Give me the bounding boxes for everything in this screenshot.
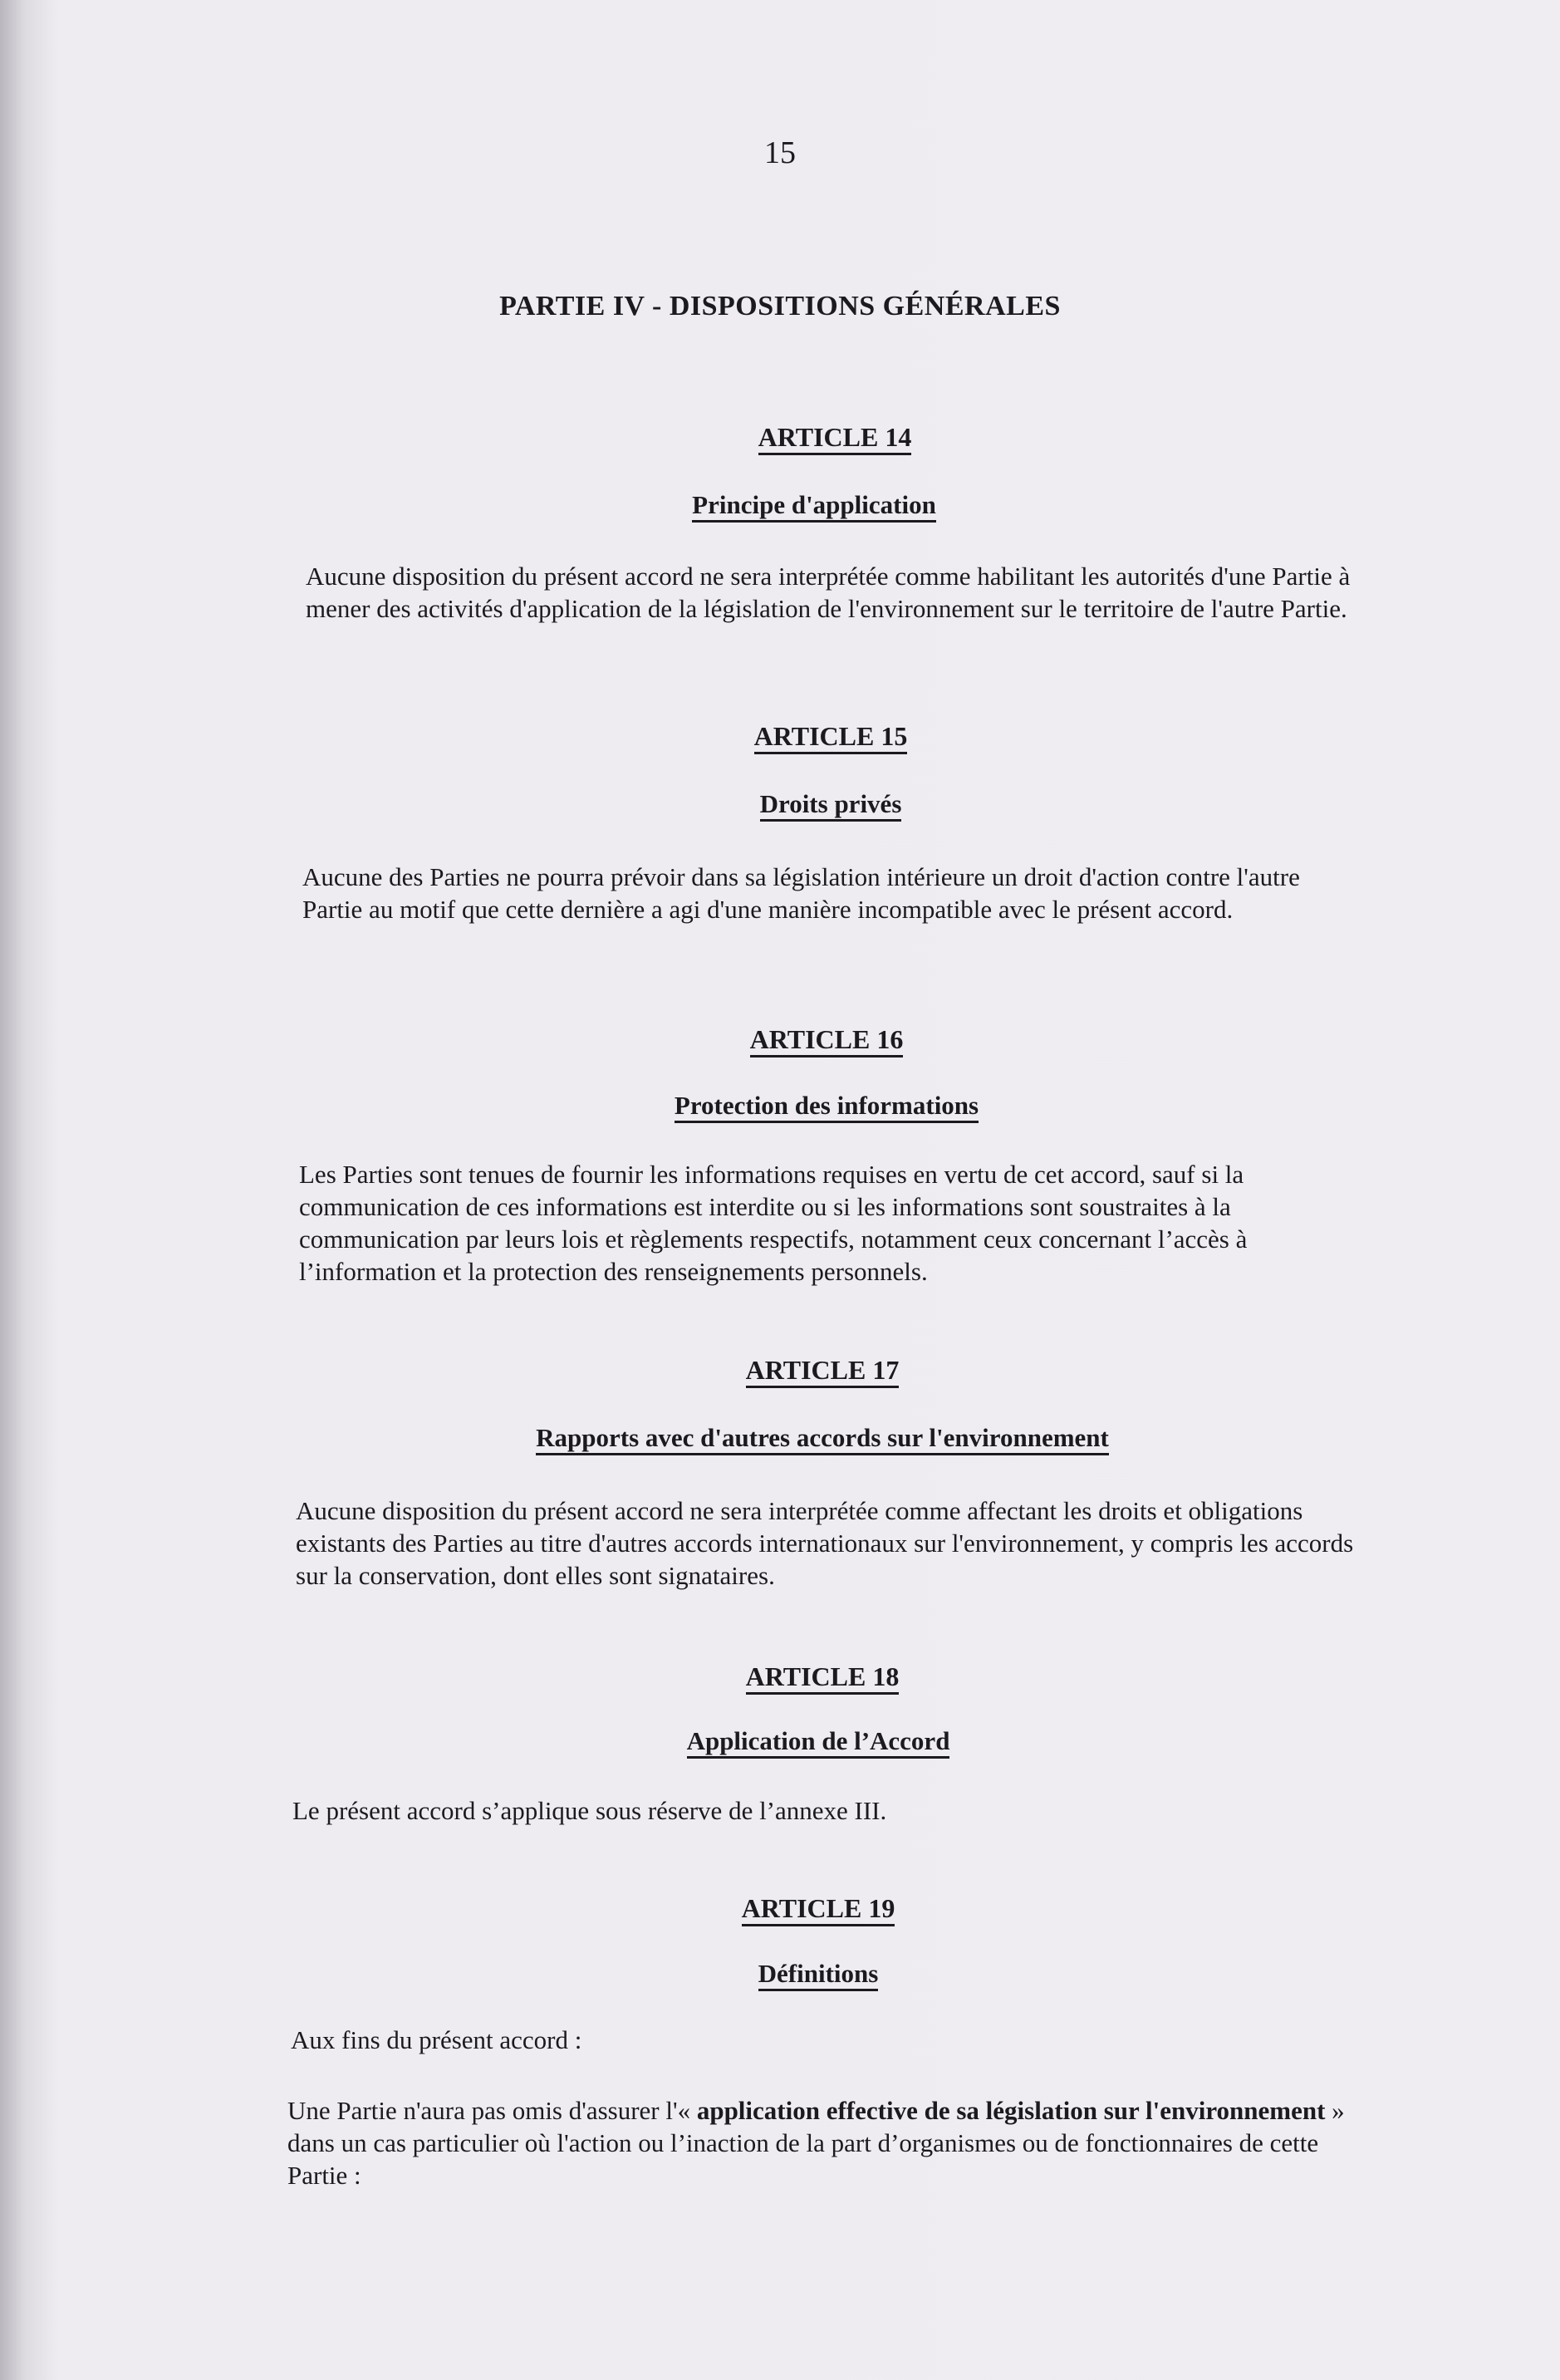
article-15-paragraph: Aucune des Parties ne pourra prévoir dans sa législation intérieure un droit d'action contre l'autre Partie au motif que cette dernière a agi d'une manière incompatible avec le présent accord. — [302, 862, 1300, 924]
article-19-intro: Aux fins du présent accord : — [291, 2025, 582, 2054]
article-14-title: Principe d'application — [399, 490, 1229, 520]
defined-term: application effective de sa législation sur l'environnement — [696, 2096, 1326, 2125]
article-18-paragraph: Le présent accord s’applique sous réserve de l’annexe III. — [292, 1796, 887, 1825]
article-14-paragraph: Aucune disposition du présent accord ne sera interprétée comme habilitant les autorités d'une Partie à mener des activités d'application de la législation de l'environnement sur le territoire de l'autre Partie. — [306, 562, 1351, 623]
article-17-number: ARTICLE 17 — [407, 1355, 1238, 1386]
article-17-paragraph: Aucune disposition du présent accord ne sera interprétée comme affectant les droits et obligations existants des Parties au titre d'autres accords internationaux sur l'environnement, y compris les accords sur la conservation, dont elles sont signataires. — [296, 1496, 1354, 1590]
article-19-title: Définitions — [403, 1959, 1234, 1989]
article-14-number: ARTICLE 14 — [419, 422, 1250, 453]
article-16-number: ARTICLE 16 — [411, 1024, 1242, 1055]
article-17-title: Rapports avec d'autres accords sur l'environnement — [407, 1423, 1238, 1453]
article-18-title: Application de l’Accord — [403, 1726, 1234, 1756]
article-16-title: Protection des informations — [411, 1091, 1242, 1121]
article-19-definition: Une Partie n'aura pas omis d'assurer l'« application effective de sa législation sur l'environnement » dans un cas particulier où l'action ou l’inaction de la part d’organismes ou de fonctionnaires de cette Partie : — [287, 2096, 1345, 2190]
article-19-number: ARTICLE 19 — [403, 1893, 1234, 1924]
article-15-number: ARTICLE 15 — [415, 721, 1246, 752]
article-15-title: Droits privés — [415, 789, 1246, 819]
article-18-number: ARTICLE 18 — [407, 1661, 1238, 1692]
page-number: 15 — [764, 135, 796, 170]
part-title: PARTIE IV - DISPOSITIONS GÉNÉRALES — [499, 291, 1061, 321]
article-16-paragraph: Les Parties sont tenues de fournir les informations requises en vertu de cet accord, sauf si la communication de ces informations est interdite ou si les informations sont soustraites à la communication par leurs lois et règlements respectifs, notamment ceux concernant l’accès à l’information et la protection des renseignements personnels. — [299, 1160, 1248, 1286]
